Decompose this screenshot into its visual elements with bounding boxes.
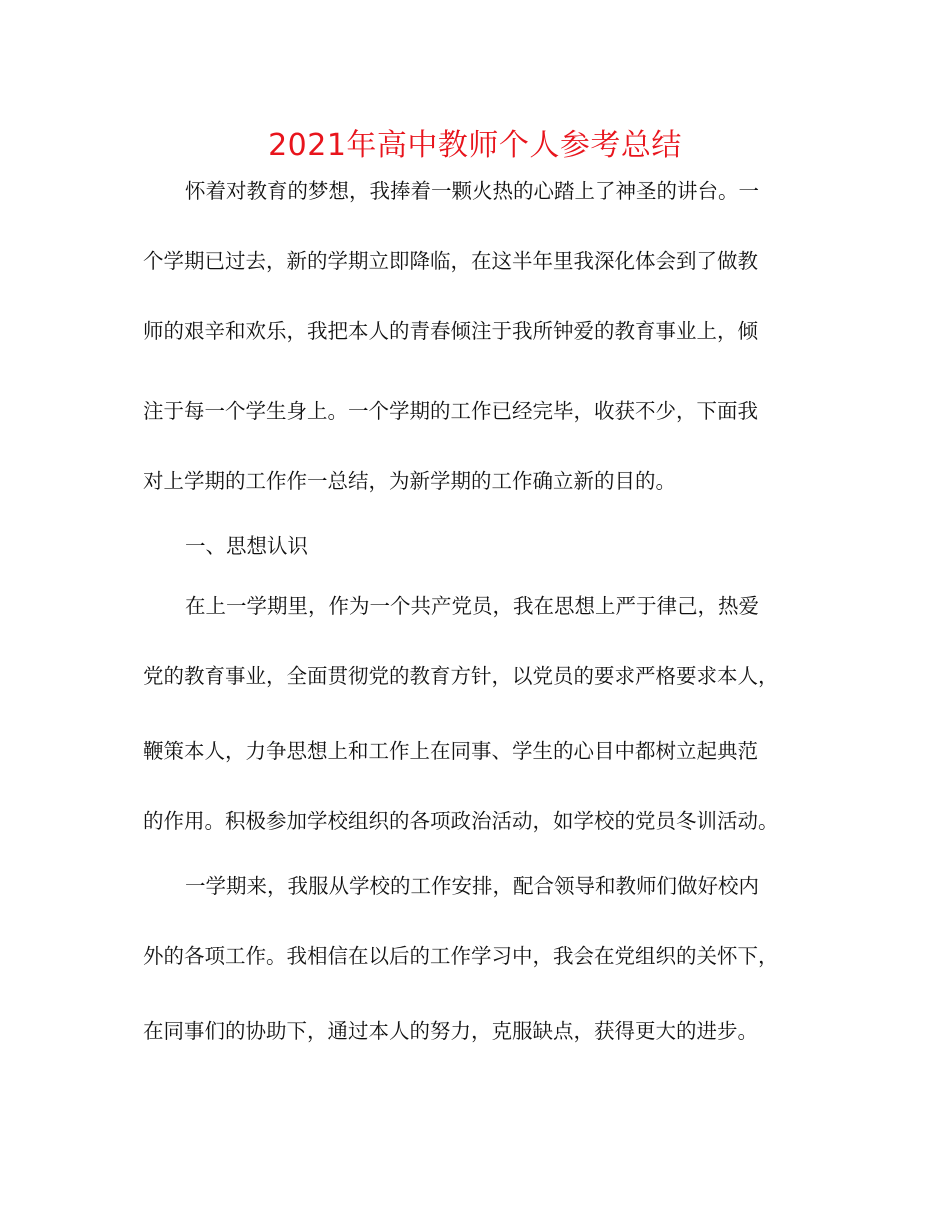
- section-heading-1: 一、思想认识: [185, 534, 308, 558]
- paragraph-2-line-1: 在上一学期里，作为一个共产党员，我在思想上严于律己，热爱: [185, 594, 759, 618]
- paragraph-3-line-3: 在同事们的协助下，通过本人的努力，克服缺点，获得更大的进步。: [143, 1019, 758, 1043]
- document-title: 2021年高中教师个人参考总结: [268, 128, 682, 163]
- paragraph-1-line-4: 注于每一个学生身上。一个学期的工作已经完毕，收获不少，下面我: [143, 399, 758, 423]
- paragraph-3-line-1: 一学期来，我服从学校的工作安排，配合领导和教师们做好校内: [185, 874, 759, 898]
- paragraph-2-line-2: 党的教育事业，全面贯彻党的教育方针，以党员的要求严格要求本人，: [143, 664, 779, 688]
- paragraph-3-line-2: 外的各项工作。我相信在以后的工作学习中，我会在党组织的关怀下，: [143, 944, 779, 968]
- paragraph-1-line-3: 师的艰辛和欢乐，我把本人的青春倾注于我所钟爱的教育事业上，倾: [143, 319, 758, 343]
- paragraph-2-line-4: 的作用。积极参加学校组织的各项政治活动，如学校的党员冬训活动。: [143, 809, 779, 833]
- paragraph-1-line-5: 对上学期的工作作一总结，为新学期的工作确立新的目的。: [143, 469, 676, 493]
- paragraph-2-line-3: 鞭策本人，力争思想上和工作上在同事、学生的心目中都树立起典范: [143, 739, 758, 763]
- paragraph-1-line-2: 个学期已过去，新的学期立即降临，在这半年里我深化体会到了做教: [143, 249, 758, 273]
- paragraph-1-line-1: 怀着对教育的梦想，我捧着一颗火热的心踏上了神圣的讲台。一: [185, 179, 759, 203]
